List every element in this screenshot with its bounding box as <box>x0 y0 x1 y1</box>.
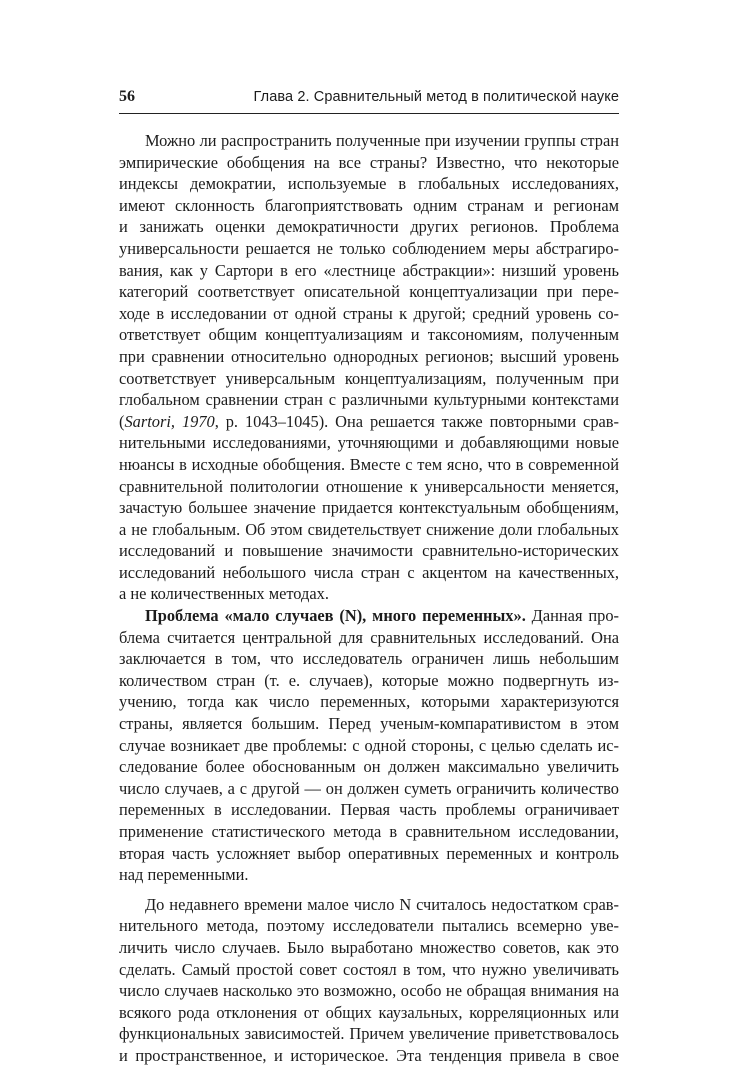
text-line: До недавнего времени малое число N считалось недостатком срав- <box>145 894 619 914</box>
text-line: а не количественных методах. <box>119 584 329 604</box>
paragraph-3 <box>119 894 619 1067</box>
text-line: категорий соответствует описательной концептуализации при пере- <box>119 282 619 302</box>
text-line: учению, тогда как число переменных, которыми характеризуются <box>119 692 619 712</box>
lead-rest: Данная про- <box>525 606 619 626</box>
text-line: случае возникает две проблемы: с одной стороны, с целью сделать ис- <box>119 735 619 755</box>
text-line: всякого рода отклонения от общих каузальных, корреляционных или <box>119 1002 619 1022</box>
page-header <box>119 88 619 106</box>
text-line: переменных в исследовании. Первая часть проблемы ограничивает <box>119 800 619 820</box>
text-line: функциональных зависимостей. Причем увеличение приветствовалось <box>119 1024 619 1044</box>
text-line: над переменными. <box>119 865 249 885</box>
text-line: применение статистического метода в сравнительном исследовании, <box>119 822 619 841</box>
body-text <box>119 130 619 1067</box>
text-line: вания, как у Сартори в его «лестнице абстракции»: низший уровень <box>119 260 619 280</box>
text-line: и занижать оценки демократичности других регионов. Проблема <box>119 217 619 237</box>
text-line: при сравнении относительно однородных регионов; высший уровень <box>119 346 619 366</box>
text-line: эмпирические обобщения на все страны? Известно, что некоторые <box>119 152 619 172</box>
text-line: исследований и повышение значимости сравнительно-исторических <box>119 541 619 561</box>
text-line: число случаев, а с другой — он должен суметь ограничить количество <box>119 778 619 798</box>
citation-open: ( <box>119 411 125 431</box>
text-line: зачастую большее значение придается контекстуальным обобщениям, <box>119 498 619 518</box>
text-line: количеством стран (т. е. случаев), которые можно подвергнуть из- <box>119 670 619 690</box>
problem-heading: Проблема «мало случаев (N), много переменных». <box>145 606 526 626</box>
citation-pages: , p. 1043–1045). Она решается также повторными срав- <box>214 411 619 431</box>
text-line: соответствует универсальным концептуализациям, полученным при <box>119 368 619 388</box>
text-line: и пространственное, и историческое. Эта тенденция привела в свое <box>119 1045 619 1065</box>
paragraph-2 <box>119 605 619 886</box>
text-line: личить число случаев. Было выработано множество советов, как это <box>119 937 619 957</box>
text-line: а не глобальным. Об этом свидетельствует снижение доли глобальных <box>119 519 619 539</box>
header-rule <box>119 113 619 114</box>
text-line: сравнительной политологии отношение к универсальности меняется, <box>119 476 619 496</box>
text-line: нительными исследованиями, уточняющими и добавляющими новые <box>119 433 619 453</box>
text-line: сделать. Самый простой совет состоял в том, что нужно увеличивать <box>119 959 619 979</box>
citation-line <box>119 411 619 433</box>
text-line: нюансы в исходные обобщения. Вместе с тем ясно, что в современной <box>119 454 619 474</box>
page-number: 56 <box>119 88 135 105</box>
text-line: исследований небольшого числа стран с акцентом на качественных, <box>119 562 619 582</box>
text-line: следование более обоснованным он должен максимально увеличить <box>119 757 619 777</box>
text-line: имеют склонность благоприятствовать одним странам и регионам <box>119 195 619 215</box>
text-line: вторая часть усложняет выбор оперативных переменных и контроль <box>119 843 619 863</box>
paragraph-gap <box>119 886 619 894</box>
citation-author: Sartori, <box>124 411 176 431</box>
paragraph-1 <box>119 130 619 605</box>
text-line: нительного метода, поэтому исследователи пытались всемерно уве- <box>119 916 619 936</box>
citation-year: 1970 <box>181 411 215 431</box>
lead-line <box>119 605 619 627</box>
text-line: универсальности решается не только соблюдением меры абстрагиро- <box>119 238 619 258</box>
text-line: блема считается центральной для сравнительных исследований. Она <box>119 627 619 647</box>
text-line: страны, является большим. Перед ученым-компаративистом в этом <box>119 714 619 734</box>
text-line: индексы демократии, используемые в глобальных исследованиях, <box>119 174 619 194</box>
text-line: ходе в исследовании от одной страны к другой; средний уровень со- <box>119 303 619 323</box>
running-title: Глава 2. Сравнительный метод в политической науке <box>253 89 619 105</box>
text-line: заключается в том, что исследователь ограничен лишь небольшим <box>119 649 619 669</box>
text-line: Можно ли распространить полученные при изучении группы стран <box>145 131 619 150</box>
text-line: ответствует общим концептуализациям и таксономиям, полученным <box>119 325 619 345</box>
text-line: глобальном сравнении стран с различными культурными контекстами <box>119 390 619 410</box>
text-line: число случаев насколько это возможно, особо не обращая внимания на <box>119 981 619 1001</box>
